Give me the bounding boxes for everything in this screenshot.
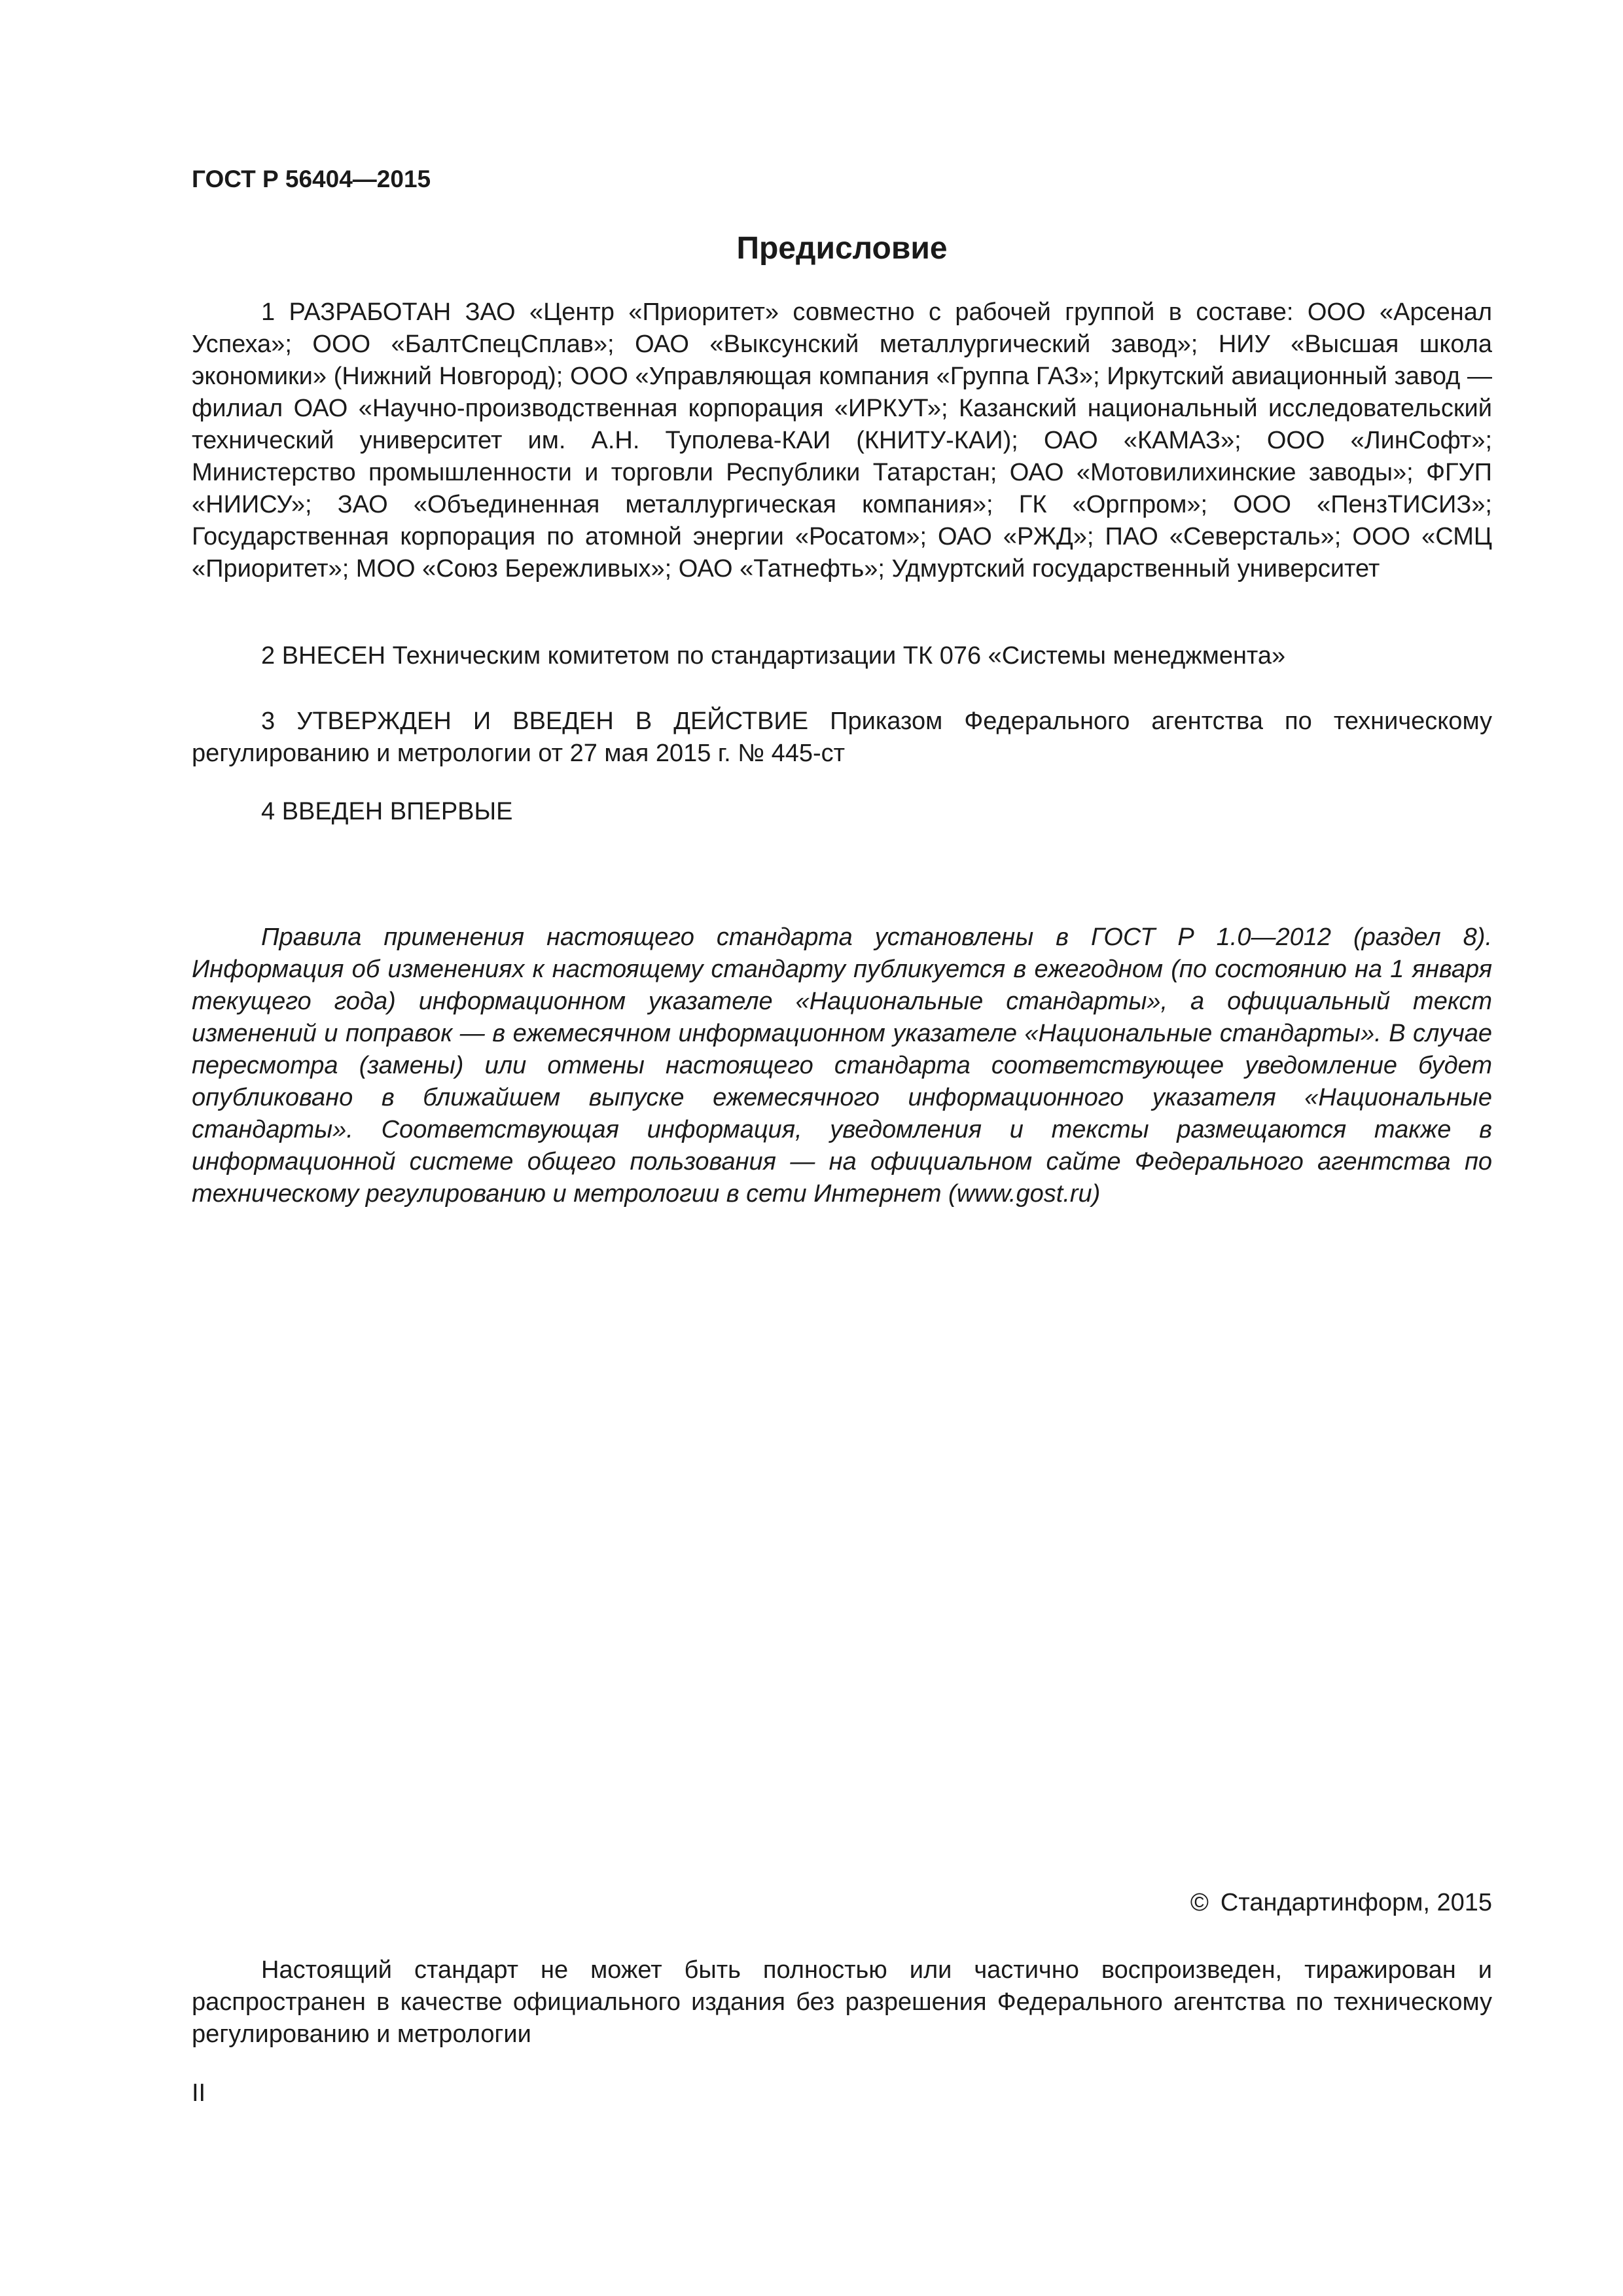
reproduction-notice: Настоящий стандарт не может быть полностью или частично воспроизведен, тиражирован и распространен в качестве официального издания без разрешения Федерального агентства по техническому регулированию и метрологии	[192, 1956, 1492, 2048]
paragraph-developed-by: 1 РАЗРАБОТАН ЗАО «Центр «Приоритет» совместно с рабочей группой в составе: ООО «Арсенал Успеха»; ООО «БалтСпецСплав»; ОАО «Выксунский металлургический завод»; НИУ «Высшая школа экономики» (Нижний Новгород); ООО «Управляющая компания «Группа ГАЗ»; Иркутский авиационный завод — филиал ОАО «Научно-производственная корпорация «ИРКУТ»; Казанский национальный исследовательский технический университет им. А.Н. Туполева-КАИ (КНИТУ-КАИ); ОАО «КАМАЗ»; ООО «ЛинСофт»; Министерство промышленности и торговли Республики Татарстан; ОАО «Мотовилихинские заводы»; ФГУП «НИИСУ»; ЗАО «Объединенная металлургическая компания»; ГК «Оргпром»; ООО «ПензТИСИЗ»; Государственная корпорация по атомной энергии «Росатом»; ОАО «РЖД»; ПАО «Северсталь»; ООО «СМЦ «Приоритет»; МОО «Союз Бережливых»; ОАО «Татнефть»; Удмуртский государственный университет	[192, 298, 1492, 583]
copyright-symbol: ©	[1190, 1889, 1209, 1916]
paragraph-first-introduced: 4 ВВЕДЕН ВПЕРВЫЕ	[261, 798, 513, 825]
document-code: ГОСТ Р 56404—2015	[192, 166, 431, 192]
section-title: Предисловие	[736, 231, 948, 266]
paragraph-introduced-by: 2 ВНЕСЕН Техническим комитетом по стандартизации ТК 076 «Системы менеджмента»	[261, 642, 1286, 670]
copyright-text: Стандартинформ, 2015	[1220, 1889, 1492, 1916]
copyright-line	[1190, 1887, 1492, 1919]
application-rules-notice: Правила применения настоящего стандарта установлены в ГОСТ Р 1.0—2012 (раздел 8). Информация об изменениях к настоящему стандарту публикуется в ежегодном (по состоянию на 1 января текущего года) информационном указателе «Национальные стандарты», а официальный текст изменений и поправок — в ежемесячном информационном указателе «Национальные стандарты». В случае пересмотра (замены) или отмены настоящего стандарта соответствующее уведомление будет опубликовано в ближайшем выпуске ежемесячного информационного указателя «Национальные стандарты». Соответствующая информация, уведомления и тексты размещаются также в информационной системе общего пользования — на официальном сайте Федерального агентства по техническому регулированию и метрологии в сети Интернет (www.gost.ru)	[192, 924, 1492, 1208]
page-number: II	[192, 2079, 206, 2107]
paragraph-approved: 3 УТВЕРЖДЕН И ВВЕДЕН В ДЕЙСТВИЕ Приказом Федерального агентства по техническому регулированию и метрологии от 27 мая 2015 г. № 445-ст	[192, 708, 1492, 767]
